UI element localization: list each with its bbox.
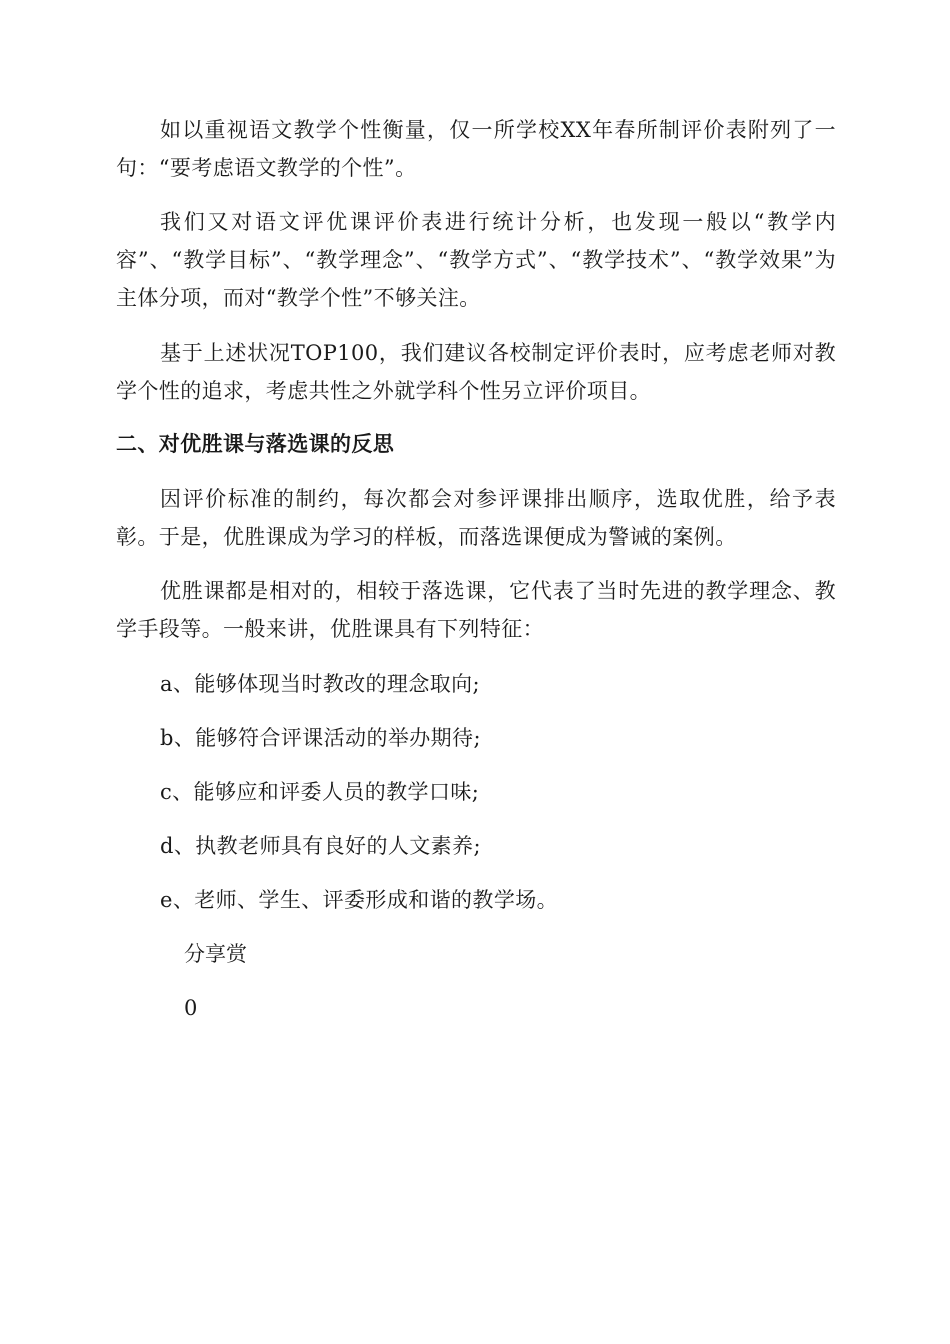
paragraph-4: 因评价标准的制约，每次都会对参评课排出顺序，选取优胜，给予表彰。于是，优胜课成为学习的样板，而落选课便成为警诫的案例。 (116, 487, 836, 549)
feature-item-a: a、能够体现当时教改的理念取向; (160, 672, 480, 696)
feature-item-d: d、执教老师具有良好的人文素养; (160, 834, 481, 858)
paragraph-3: 基于上述状况TOP100，我们建议各校制定评价表时，应考虑老师对教学个性的追求，考虑共性之外就学科个性另立评价项目。 (116, 341, 836, 403)
feature-item-b: b、能够符合评课活动的举办期待; (160, 726, 481, 750)
share-count: 0 (184, 996, 198, 1020)
paragraph-2: 我们又对语文评优课评价表进行统计分析，也发现一般以“教学内容”、“教学目标”、“教学理念”、“教学方式”、“教学技术”、“教学效果”为主体分项，而对“教学个性”不够关注。 (116, 210, 836, 310)
paragraph-5: 优胜课都是相对的，相较于落选课，它代表了当时先进的教学理念、教学手段等。一般来讲，优胜课具有下列特征： (116, 579, 836, 641)
feature-item-c: c、能够应和评委人员的教学口味; (160, 780, 480, 804)
share-label[interactable]: 分享赏 (184, 942, 247, 966)
feature-item-e: e、老师、学生、评委形成和谐的教学场。 (160, 888, 559, 912)
paragraph-1: 如以重视语文教学个性衡量，仅一所学校XX年春所制评价表附列了一句：“要考虑语文教学的个性”。 (116, 118, 836, 180)
section-heading: 二、对优胜课与落选课的反思 (116, 432, 395, 456)
